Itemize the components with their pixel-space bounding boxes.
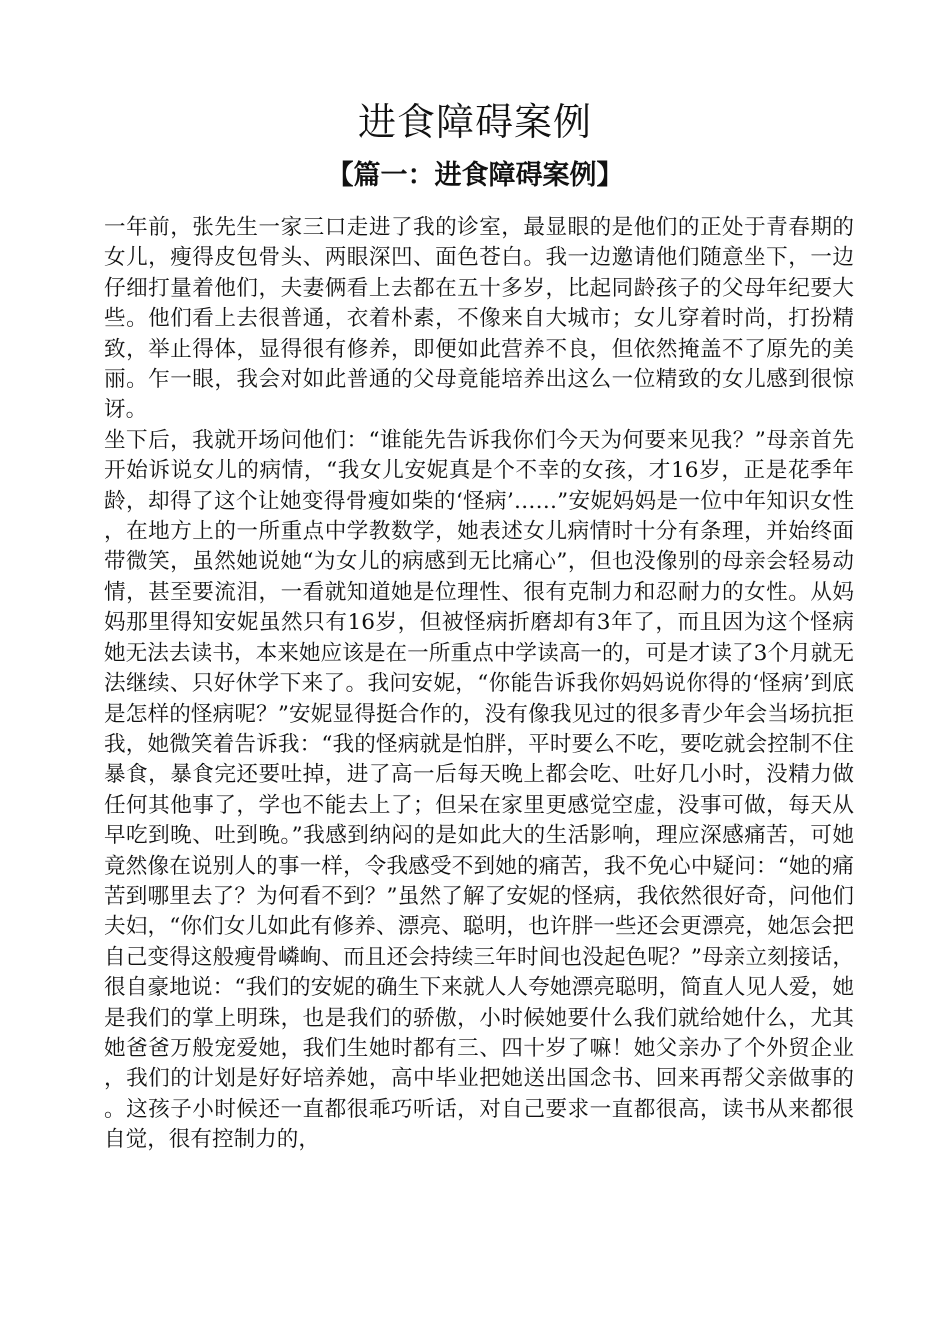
paragraph-2: 坐下后，我就开场问他们：“谁能先告诉我你们今天为何要来见我？”母亲首先开始诉说女儿的病情，“我女儿安妮真是个不幸的女孩，才16岁，正是花季年龄，却得了这个让她变得骨瘦如柴的‘怪病’……”安妮妈妈是一位中年知识女性，在地方上的一所重点中学教数学，她表述女儿病情时十分有条理，并始终面带微笑，虽然她说她“为女儿的病感到无比痛心”，但也没像别的母亲会轻易动情，甚至要流泪，一看就知道她是位理性、很有克制力和忍耐力的女性。从妈妈那里得知安妮虽然只有16岁，但被怪病折磨却有3年了，而且因为这个怪病她无法去读书，本来她应该是在一所重点中学读高一的，可是才读了3个月就无法继续、只好休学下来了。我问安妮，“你能告诉我你妈妈说你得的‘怪病’到底是怎样的怪病呢？”安妮显得挺合作的，没有像我见过的很多青少年会当场抗拒我，她微笑着告诉我：“我的怪病就是怕胖，平时要么不吃，要吃就会控制不住暴食，暴食完还要吐掉，进了高一后每天晚上都会吃、吐好几小时，没精力做任何其他事了，学也不能去上了；但呆在家里更感觉空虚，没事可做，每天从早吃到晚、吐到晚。”我感到纳闷的是如此大的生活影响，理应深感痛苦，可她竟然像在说别人的事一样，令我感受不到她的痛苦，我不免心中疑问：“她的痛苦到哪里去了？为何看不到？”虽然了解了安妮的怪病，我依然很好奇，问他们夫妇，“你们女儿如此有修养、漂亮、聪明，也许胖一些还会更漂亮，她怎会把自己变得这般瘦骨嶙峋、而且还会持续三年时间也没起色呢？”母亲立刻接话，很自豪地说：“我们的安妮的确生下来就人人夸她漂亮聪明，简直人见人爱，她是我们的掌上明珠，也是我们的骄傲，小时候她要什么我们就给她什么，尤其她爸爸万般宠爱她，我们生她时都有三、四十岁了嘛！她父亲办了个外贸企业，我们的计划是好好培养她，高中毕业把她送出国念书、回来再帮父亲做事的。这孩子小时候还一直都很乖巧听话，对自己要求一直都很高，读书从来都很自觉，很有控制力的，: [104, 427, 854, 1153]
document-title: 进食障碍案例: [357, 100, 592, 144]
document-body: [104, 213, 854, 1156]
section-heading: 【篇一：进食障碍案例】: [326, 160, 624, 191]
paragraph-1: 一年前，张先生一家三口走进了我的诊室，最显眼的是他们的正处于青春期的女儿，瘦得皮包骨头、两眼深凹、面色苍白。我一边邀请他们随意坐下，一边仔细打量着他们，夫妻俩看上去都在五十多岁，比起同龄孩子的父母年纪要大些。他们看上去很普通，衣着朴素，不像来自大城市；女儿穿着时尚，打扮精致，举止得体，显得很有修养，即便如此营养不良，但依然掩盖不了原先的美丽。乍一眼，我会对如此普通的父母竟能培养出这么一位精致的女儿感到很惊讶。: [104, 215, 854, 423]
